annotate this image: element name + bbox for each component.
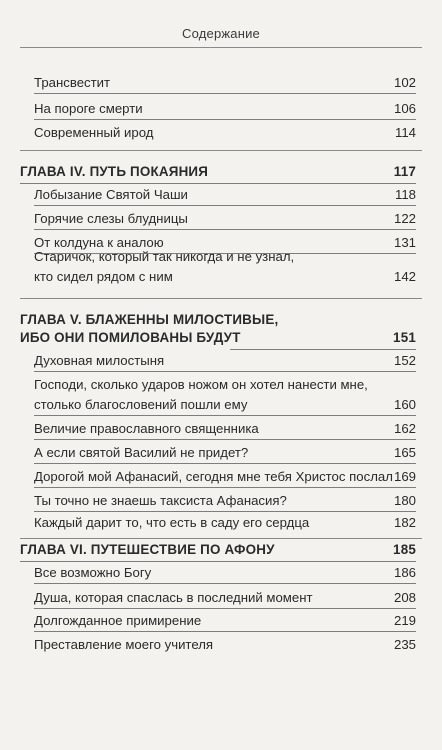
toc-entry-page: 235 xyxy=(393,637,416,652)
chapter-leader-line xyxy=(20,561,416,562)
toc-entry-title: Все возможно Богу xyxy=(34,565,152,580)
toc-entry-page: 169 xyxy=(393,469,416,484)
toc-entry-page: 182 xyxy=(393,515,416,530)
toc-entry[interactable] xyxy=(34,514,416,534)
toc-entry-page: 180 xyxy=(393,493,416,508)
toc-entry-page: 114 xyxy=(394,125,416,140)
entry-leader-line xyxy=(34,511,416,512)
toc-entry[interactable] xyxy=(34,468,416,488)
section-divider xyxy=(20,538,422,539)
entry-leader-line xyxy=(34,608,416,609)
chapter-heading[interactable] xyxy=(20,540,416,562)
header-rule xyxy=(20,47,422,48)
toc-entry-page: 219 xyxy=(393,613,416,628)
toc-entry[interactable] xyxy=(34,100,416,120)
toc-entry-page: 122 xyxy=(393,211,416,226)
chapter-heading[interactable] xyxy=(20,328,416,350)
toc-entry[interactable] xyxy=(34,589,416,609)
toc-entry-page: 186 xyxy=(393,565,416,580)
entry-leader-line xyxy=(34,119,416,120)
chapter-title: ГЛАВА VI. ПУТЕШЕСТВИЕ ПО АФОНУ xyxy=(20,542,275,557)
toc-entry-title: Современный ирод xyxy=(34,125,154,140)
toc-entry-page: 102 xyxy=(393,75,416,90)
entry-leader-line xyxy=(34,371,416,372)
toc-entry[interactable] xyxy=(34,352,416,372)
section-divider xyxy=(20,298,422,299)
toc-entry-page: 162 xyxy=(393,421,416,436)
toc-entry-title: Долгожданное примирение xyxy=(34,613,202,628)
entry-leader-line xyxy=(34,205,416,206)
section-divider xyxy=(20,150,422,151)
toc-entry[interactable] xyxy=(34,396,416,416)
toc-entry-title: столько благословений пошли ему xyxy=(34,397,248,412)
toc-entry-title: Каждый дарит то, что есть в саду его сердца xyxy=(34,515,310,530)
toc-entry-page: 160 xyxy=(393,397,416,412)
toc-entry-page: 131 xyxy=(393,235,416,250)
entry-leader-line xyxy=(34,487,416,488)
toc-entry-title: Духовная милостыня xyxy=(34,353,165,368)
chapter-title: ГЛАВА IV. ПУТЬ ПОКАЯНИЯ xyxy=(20,164,209,179)
toc-entry[interactable] xyxy=(34,444,416,464)
entry-leader-line xyxy=(34,463,416,464)
toc-entry[interactable] xyxy=(34,636,416,656)
toc-entry-title: Преставление моего учителя xyxy=(34,637,214,652)
toc-entry[interactable] xyxy=(34,74,416,94)
toc-entry-title: Ты точно не знаешь таксиста Афанасия? xyxy=(34,493,287,508)
toc-entry-page: 152 xyxy=(393,353,416,368)
toc-entry-title: Трансвестит xyxy=(34,75,111,90)
entry-leader-line xyxy=(34,583,416,584)
chapter-leader-line xyxy=(20,183,416,184)
toc-entry-page: 208 xyxy=(393,590,416,605)
toc-entry-page: 165 xyxy=(393,445,416,460)
page-header: Содержание xyxy=(182,26,260,41)
toc-entry-page: 106 xyxy=(393,101,416,116)
toc-entry-title: Горячие слезы блудницы xyxy=(34,211,188,226)
chapter-heading[interactable] xyxy=(20,162,416,184)
chapter-page: 117 xyxy=(393,164,416,179)
toc-entry-title-line1: Господи, сколько ударов ножом он хотел нанести мне, xyxy=(34,377,368,392)
chapter-title: ИБО ОНИ ПОМИЛОВАНЫ БУДУТ xyxy=(20,330,241,345)
entry-leader-line xyxy=(34,229,416,230)
chapter-page: 185 xyxy=(393,542,416,557)
entry-leader-line xyxy=(34,631,416,632)
toc-entry-title: кто сидел рядом с ним xyxy=(34,269,173,284)
entry-leader-line xyxy=(34,415,416,416)
entry-leader-line xyxy=(34,439,416,440)
toc-entry-title-line1: Старичок, который так никогда и не узнал, xyxy=(34,249,295,264)
toc-entry-title: Лобызание Святой Чаши xyxy=(34,187,188,202)
toc-entry-title: Дорогой мой Афанасий, сегодня мне тебя Христос послал xyxy=(34,469,393,484)
toc-entry-page: 142 xyxy=(393,269,416,284)
toc-entry-title: От колдуна к аналою xyxy=(34,235,164,250)
chapter-title-line1: ГЛАВА V. БЛАЖЕННЫ МИЛОСТИВЫЕ, xyxy=(20,312,279,327)
toc-entry-title: На пороге смерти xyxy=(34,101,143,116)
toc-entry-title: Величие православного священника xyxy=(34,421,259,436)
toc-entry-title: А если святой Василий не придет? xyxy=(34,445,249,460)
toc-entry[interactable] xyxy=(34,210,416,230)
toc-entry[interactable] xyxy=(34,268,416,288)
toc-entry[interactable] xyxy=(34,612,416,632)
entry-leader-line xyxy=(34,93,416,94)
toc-entry[interactable] xyxy=(34,186,416,206)
toc-entry[interactable] xyxy=(34,124,416,144)
toc-entry-title: Душа, которая спаслась в последний момент xyxy=(34,590,313,605)
toc-entry[interactable] xyxy=(34,492,416,512)
toc-entry[interactable] xyxy=(34,564,416,584)
toc-entry-page: 118 xyxy=(394,187,416,202)
toc-entry[interactable] xyxy=(34,420,416,440)
chapter-leader-line xyxy=(230,349,416,350)
chapter-page: 151 xyxy=(393,330,416,345)
